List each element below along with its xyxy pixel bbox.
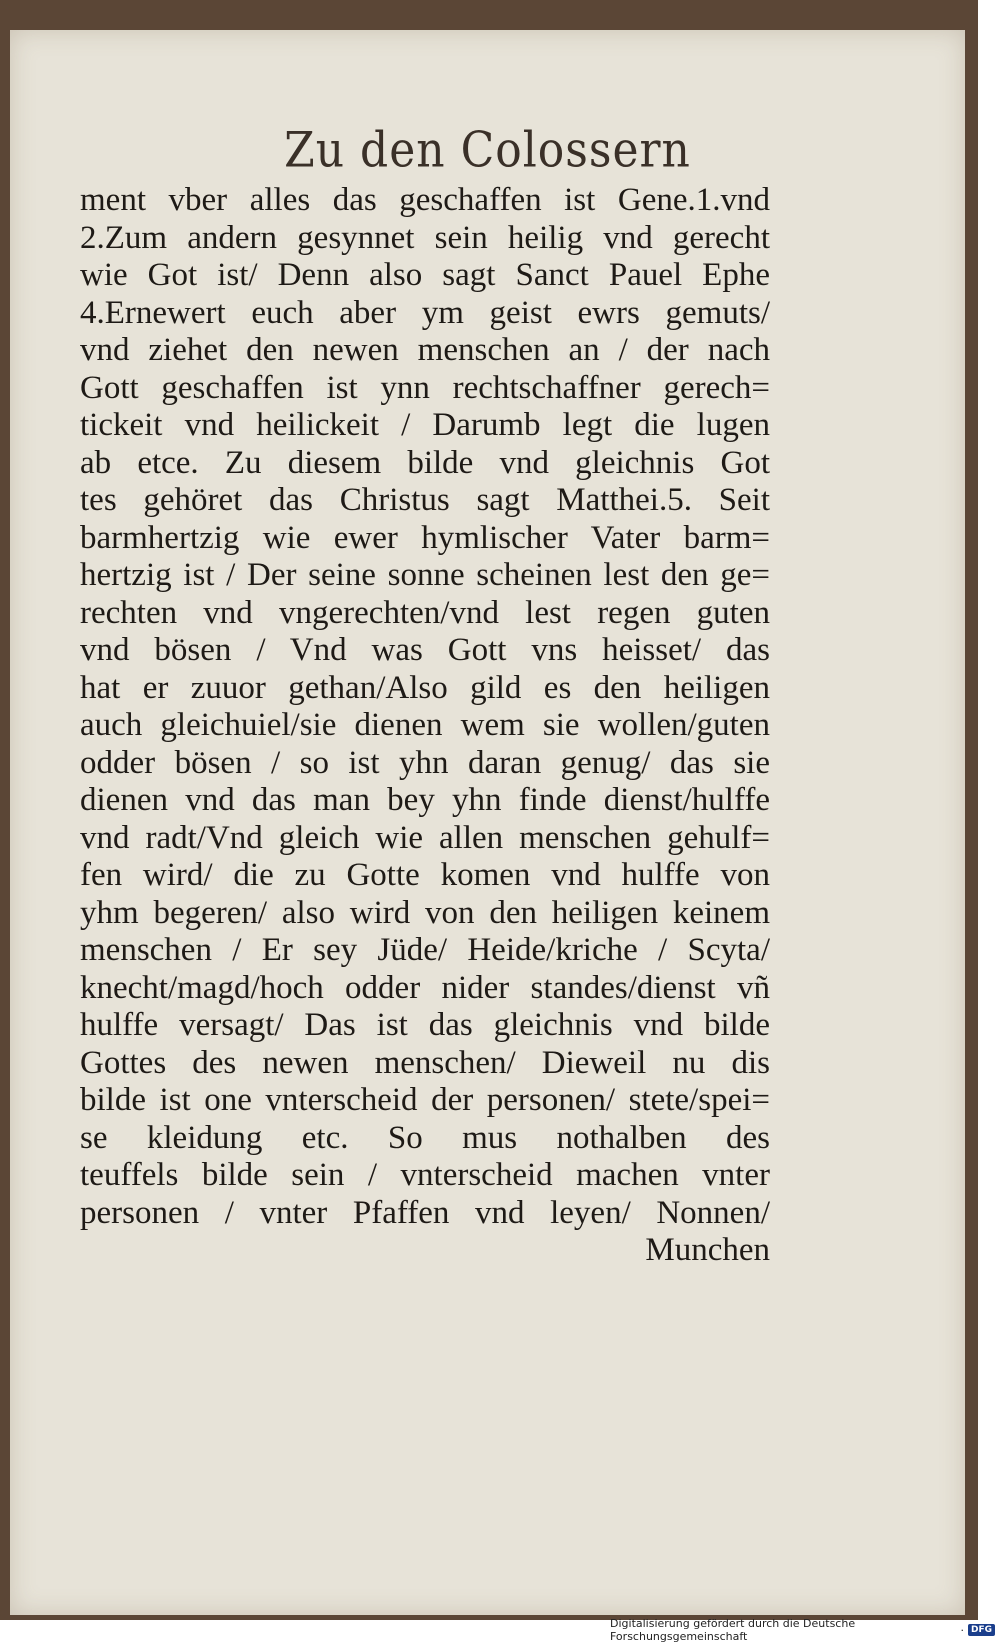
text-line: se kleidung etc. So mus nothalben des [80, 1119, 770, 1156]
dfg-logo: DFG [968, 1624, 995, 1636]
footer-text: Digitalisierung gefördert durch die Deutsche Forschungsgemeinschaft [610, 1617, 856, 1643]
text-line: vnd bösen / Vnd was Gott vns heisset/ das [80, 632, 770, 668]
text-line: wie Got ist/ Denn also sagt Sanct Pauel Ephe [80, 257, 770, 293]
text-line: tickeit vnd heilickeit / Darumb legt die lugen [80, 407, 770, 443]
text-line: odder bösen / so ist yhn daran genug/ das sie [80, 744, 770, 781]
catchword: Munchen [645, 1232, 770, 1268]
footer-separator: · [960, 1623, 964, 1637]
text-block [80, 182, 770, 1270]
text-line: ab etce. Zu diesem bilde vnd gleichnis Got [80, 444, 770, 481]
text-line: ment vber alles das geschaffen ist Gene.1.vnd [80, 182, 770, 218]
text-line: auch gleichuiel/sie dienen wem sie wollen/guten [80, 707, 770, 743]
text-line: personen / vnter Pfaffen vnd leyen/ Nonnen/ [80, 1194, 770, 1231]
text-line: bilde ist one vnterscheid der personen/ stete/spei= [80, 1082, 770, 1118]
text-line: hertzig ist / Der seine sonne scheinen lest den ge= [80, 557, 770, 593]
text-line: knecht/magd/hoch odder nider standes/dienst vñ [80, 969, 770, 1006]
text-line: menschen / Er sey Jüde/ Heide/kriche / Scyta/ [80, 932, 770, 968]
text-line: hulffe versagt/ Das ist das gleichnis vnd bilde [80, 1007, 770, 1043]
text-line: Gott geschaffen ist ynn rechtschaffner gerech= [80, 369, 770, 406]
text-line: vnd ziehet den newen menschen an / der nach [80, 332, 770, 368]
text-line: rechten vnd vngerechten/vnd lest regen guten [80, 594, 770, 631]
text-line: 4.Ernewert euch aber ym geist ewrs gemuts/ [80, 294, 770, 331]
text-line: barmhertzig wie ewer hymlischer Vater barm= [80, 519, 770, 556]
book-page [10, 30, 965, 1615]
footer [610, 1617, 995, 1643]
text-line: yhm begeren/ also wird von den heiligen keinem [80, 894, 770, 931]
text-line: dienen vnd das man bey yhn finde dienst/hulffe [80, 782, 770, 818]
text-line: 2.Zum andern gesynnet sein heilig vnd gerecht [80, 219, 770, 256]
text-line: teuffels bilde sein / vnterscheid machen vnter [80, 1157, 770, 1193]
text-line: tes gehöret das Christus sagt Matthei.5. Seit [80, 482, 770, 518]
text-line: fen wird/ die zu Gotte komen vnd hulffe von [80, 857, 770, 893]
running-head: Zu den Colossern [284, 122, 691, 179]
text-line: vnd radt/Vnd gleich wie allen menschen gehulf= [80, 819, 770, 856]
text-line: Gottes des newen menschen/ Dieweil nu dis [80, 1044, 770, 1081]
text-line: hat er zuuor gethan/Also gild es den heiligen [80, 669, 770, 706]
